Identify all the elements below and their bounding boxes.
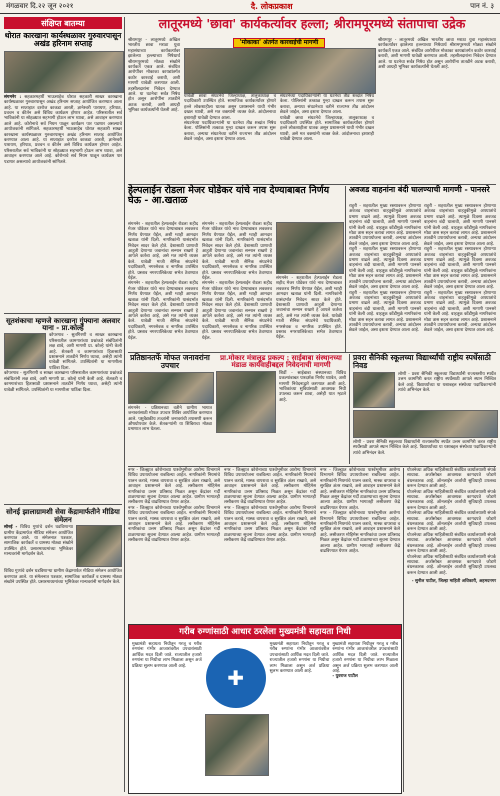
students-story: प्रवरा सैनिकी स्कूलच्या विद्यार्थ्यांची राष्ट्रीय स्पर्धेसाठी निवड लोणी - प्रवरा सैनिकी स्कूलच्या विद्यार्थ्यांनी राज्यस्तरीय स्पर्धेत उत्तम कामगिरी करत राष्ट्रीय स्पर्धेसाठी आपले स्थान निश्चित केले आहे. विद्यार्थ्यांच्या या यशाबद्दल संस्थेच्या पदाधिकाऱ्यांनी त्यांचे अभिनंदन केले. लोणी - प्रवरा सैनिकी स्कूलच्या विद्यार्थ्यांनी राज्यस्तरीय स्पर्धेत उत्तम कामगिरी करत राष्ट्रीय स्पर्धेसाठी आपले स्थान निश्चित केले आहे. विद्यार्थ्यांच्या या यशाबद्दल संस्थेच्या पदाधिकाऱ्यांनी त्यांचे अभिनंदन केले. [353, 353, 496, 456]
lead-photo-area [184, 38, 374, 86]
bottom-col2: नगर - जिल्ह्यात कोरोनाच्या पार्श्वभूमीवर आरोग्य विभागाने विविध उपाययोजना राबविल्या आहेत. नागरिकांनी नियमांचे पालन करावे, मास्क वापरावा व सुरक्षित अंतर राखावे, असे आवाहन प्रशासनाने केले आहे. लसीकरण मोहिमेस नागरिकांचा उत्तम प्रतिसाद मिळत असून केंद्रांवर गर्दी टाळण्याच्या सूचना देण्यात आल्या आहेत. ग्रामीण भागातही लसीकरण केंद्रे वाढविण्यात येणार आहेत. नगर - जिल्ह्यात कोरोनाच्या पार्श्वभूमीवर आरोग्य विभागाने विविध उपाययोजना राबविल्या आहेत. नागरिकांनी नियमांचे पालन करावे, मास्क वापरावा व सुरक्षित अंतर राखावे, असे आवाहन प्रशासनाने केले आहे. लसीकरण मोहिमेस नागरिकांचा उत्तम प्रतिसाद मिळत असून केंद्रांवर गर्दी टाळण्याच्या सूचना देण्यात आल्या आहेत. ग्रामीण भागातही लसीकरण केंद्रे वाढविण्यात येणार आहेत. [224, 468, 316, 544]
pratishthan-story: प्रतिष्ठानतर्फे मोफत जनावरांना उपचार संगमनेर - प्रतिष्ठानच्या वतीने ग्रामीण भागात जनावरांसाठी मोफत उपचार शिबिर आयोजित करण्यात आले. पशुवैद्यकीय तज्ज्ञांनी जनावरांची तपासणी करून औषधोपचार केले. शेतकऱ्यांनी या शिबिराचा मोठ्या प्रमाणात लाभ घेतला. [128, 353, 212, 433]
lead-col1: श्रीरामपूर - लातूरमध्ये अखिल भारतीय छावा मराठा युवा महासंघाच्या कार्यकर्त्यावर झालेल्या हल्ल्याच्या निषेधार्थ श्रीरामपूरमध्ये मोठ्या संख्येने कार्यकर्ते एकत्र आले. संबंधित आरोपींवर मोकाका कायद्यांतर्गत कठोर कारवाई करावी, अशी मागणी यावेळी करण्यात आली. तहसीलदारांना निवेदन देण्यात आले. या घटनेचा सर्वत्र निषेध होत असून आरोपींना तातडीने अटक करावी, अशी आग्रही भूमिका कार्यकर्त्यांनी घेतली आहे. [128, 38, 180, 114]
bottom-col1: नगर - जिल्ह्यात कोरोनाच्या पार्श्वभूमीवर आरोग्य विभागाने विविध उपाययोजना राबविल्या आहेत. नागरिकांनी नियमांचे पालन करावे, मास्क वापरावा व सुरक्षित अंतर राखावे, असे आवाहन प्रशासनाने केले आहे. लसीकरण मोहिमेस नागरिकांचा उत्तम प्रतिसाद मिळत असून केंद्रांवर गर्दी टाळण्याच्या सूचना देण्यात आल्या आहेत. ग्रामीण भागातही लसीकरण केंद्रे वाढविण्यात येणार आहेत. नगर - जिल्ह्यात कोरोनाच्या पार्श्वभूमीवर आरोग्य विभागाने विविध उपाययोजना राबविल्या आहेत. नागरिकांनी नियमांचे पालन करावे, मास्क वापरावा व सुरक्षित अंतर राखावे, असे आवाहन प्रशासनाने केले आहे. लसीकरण मोहिमेस नागरिकांचा उत्तम प्रतिसाद मिळत असून केंद्रांवर गर्दी टाळण्याच्या सूचना देण्यात आल्या आहेत. ग्रामीण भागातही लसीकरण केंद्रे वाढविण्यात येणार आहेत. [128, 468, 220, 544]
cm-relief-fund-ad: गरीब रुग्णांसाठी आधार ठरलेला मुख्यमंत्री सहायता निधी मुख्यमंत्री सहायता निधीतून गरजू व गरीब रुग्णांना गंभीर आजारांवरील उपचारांसाठी आर्थिक मदत दिली जाते. राज्यातील हजारो रुग्णांना या निधीचा लाभ मिळाला असून अर्ज प्रक्रिया सुलभ करण्यात आली आहे. ✚ मुख्यमंत्री सहायता निधीतून गरजू व गरीब रुग्णांना गंभीर आजारांवरील उपचारांसाठी आर्थिक मदत दिली जाते. राज्यातील हजारो रुग्णांना या निधीचा लाभ मिळाला असून अर्ज प्रक्रिया सुलभ करण्यात आली आहे. मुख्यमंत्री सहायता निधीतून गरजू व गरीब रुग्णांना गंभीर आजारांवरील उपचारांसाठी आर्थिक मदत दिली जाते. राज्यातील हजारो रुग्णांना या निधीचा लाभ मिळाला असून अर्ज प्रक्रिया सुलभ करण्यात आली आहे. - युवराज पाटील [128, 624, 402, 794]
helmet-photo [276, 222, 344, 274]
brief-1-body: संगमनेर : सहकारमहर्षी भाऊसाहेब थोरात सहकारी साखर कारखाना कार्यस्थळावर गुरुवारपासून अखंड हरिनाम सप्ताह आयोजित करण्यात आला आहे. या सप्ताहात दररोज काकडा आरती, ज्ञानेश्वरी पारायण, हरिपाठ, प्रवचन व कीर्तन असे विविध कार्यक्रम होणार आहेत. परिसरातील सर्व भाविकांनी या सोहळ्यात सहभागी होऊन लाभ घ्यावा, असे आवाहन करण्यात आले आहे. कोरोनाचे सर्व नियम पाळून कार्यक्रम पार पडणार असल्याचे आयोजकांनी सांगितले. सहकारमहर्षी भाऊसाहेब थोरात सहकारी साखर कारखाना कार्यस्थळावर गुरुवारपासून अखंड हरिनाम सप्ताह आयोजित करण्यात आला आहे. या सप्ताहात दररोज काकडा आरती, ज्ञानेश्वरी पारायण, हरिपाठ, प्रवचन व कीर्तन असे विविध कार्यक्रम होणार आहेत. परिसरातील सर्व भाविकांनी या सोहळ्यात सहभागी होऊन लाभ घ्यावा, असे आवाहन करण्यात आले आहे. कोरोनाचे सर्व नियम पाळून कार्यक्रम पार पडणार असल्याचे आयोजकांनी सांगितले. [4, 94, 122, 165]
brief-3-body: विविध गुणांचे दर्शन घडविणाऱ्या ग्रामीण केंद्रामार्फत मीडिया संमेलन आयोजित करण्यात आले. या संमेलनात पत्रकार, सामाजिक कार्यकर्ते व ग्रामस्थ मोठ्या संख्येने उपस्थित होते. प्रसारमाध्यमांच्या भूमिकेवर मान्यवरांनी मार्गदर्शन केले. [4, 569, 122, 585]
students-photo-2 [353, 410, 498, 438]
mokat-story: प्रा.मोकार मंत्रालूढ प्रकल्प : साईबाबा संस्थानच्या मंडाळ कार्यवाहीबद्दल निवेदनाची मागणी शिर्डी - साईबाबा संस्थानच्या विविध प्रकल्पांबाबत पारदर्शक निर्णय घ्यावेत, अशी मागणी निवेदनाद्वारे करण्यात आली आहे. भाविकांच्या सुविधांसाठी आवश्यक निधी उपलब्ध करून द्यावा, असेही यात म्हटले आहे. [216, 354, 346, 464]
avajad-col2: राहुरी - शहरातील मुख्य रस्त्यावरून होणाऱ्या अवजड वाहनांच्या वाहतुकीमुळे अपघातांचे प्रमाण वाढले आहे. त्यामुळे दिवसा अवजड वाहनांना बंदी घालावी, अशी मागणी पानसरे यांनी केली आहे. वाहतूक कोंडीमुळे नागरिकांना मोठा त्रास सहन करावा लागत आहे. प्रशासनाने तातडीने उपाययोजना करावी, अन्यथा आंदोलन छेडले जाईल, असा इशारा देण्यात आला आहे. राहुरी - शहरातील मुख्य रस्त्यावरून होणाऱ्या अवजड वाहनांच्या वाहतुकीमुळे अपघातांचे प्रमाण वाढले आहे. त्यामुळे दिवसा अवजड वाहनांना बंदी घालावी, अशी मागणी पानसरे यांनी केली आहे. वाहतूक कोंडीमुळे नागरिकांना मोठा त्रास सहन करावा लागत आहे. प्रशासनाने तातडीने उपाययोजना करावी, अन्यथा आंदोलन छेडले जाईल, असा इशारा देण्यात आला आहे. राहुरी - शहरातील मुख्य रस्त्यावरून होणाऱ्या अवजड वाहनांच्या वाहतुकीमुळे अपघातांचे प्रमाण वाढले आहे. त्यामुळे दिवसा अवजड वाहनांना बंदी घालावी, अशी मागणी पानसरे यांनी केली आहे. वाहतूक कोंडीमुळे नागरिकांना मोठा त्रास सहन करावा लागत आहे. प्रशासनाने तातडीने उपाययोजना करावी, अन्यथा आंदोलन छेडले जाईल, असा इशारा देण्यात आला आहे. [424, 204, 496, 334]
avajad-headline: अवजड वाहनांना बंदी घालण्याची मागणी - पानसरे [349, 185, 490, 194]
cm-relief-fund-logo: ✚ [206, 648, 266, 708]
bottom-col3: नगर - जिल्ह्यात कोरोनाच्या पार्श्वभूमीवर आरोग्य विभागाने विविध उपाययोजना राबविल्या आहेत. नागरिकांनी नियमांचे पालन करावे, मास्क वापरावा व सुरक्षित अंतर राखावे, असे आवाहन प्रशासनाने केले आहे. लसीकरण मोहिमेस नागरिकांचा उत्तम प्रतिसाद मिळत असून केंद्रांवर गर्दी टाळण्याच्या सूचना देण्यात आल्या आहेत. ग्रामीण भागातही लसीकरण केंद्रे वाढविण्यात येणार आहेत. नगर - जिल्ह्यात कोरोनाच्या पार्श्वभूमीवर आरोग्य विभागाने विविध उपाययोजना राबविल्या आहेत. नागरिकांनी नियमांचे पालन करावे, मास्क वापरावा व सुरक्षित अंतर राखावे, असे आवाहन प्रशासनाने केले आहे. लसीकरण मोहिमेस नागरिकांचा उत्तम प्रतिसाद मिळत असून केंद्रांवर गर्दी टाळण्याच्या सूचना देण्यात आल्या आहेत. ग्रामीण भागातही लसीकरण केंद्रे वाढविण्यात येणार आहेत. [320, 468, 400, 555]
brief-2-body: कोपरगाव - सुतगिरणी व साखर कारखाना परिसरातील कामगारांच्या प्रश्नांकडे संबंधितांनी लक्ष द्यावे, अशी मागणी प्रा. कोल्हे यांनी केली आहे. शेतकरी व कामगारांच्या हितासाठी प्रशासनाने तातडीने निर्णय घ्यावा, असेही त्यांनी यावेळी सांगितले. उपस्थितांनी या मागणीला पाठिंबा दिला. [4, 371, 122, 393]
mokat-photo [216, 371, 276, 433]
masthead: दै. लोकप्रकाश [250, 1, 293, 11]
page-header [0, 0, 500, 14]
students-headline: प्रवरा सैनिकी स्कूलच्या विद्यार्थ्यांची राष्ट्रीय स्पर्धेसाठी निवड [353, 353, 491, 370]
ad-col4: मुख्यमंत्री सहायता निधीतून गरजू व गरीब रुग्णांना गंभीर आजारांवरील उपचारांसाठी आर्थिक मदत दिली जाते. राज्यातील हजारो रुग्णांना या निधीचा लाभ मिळाला असून अर्ज प्रक्रिया सुलभ करण्यात आली आहे. - युवराज पाटील [332, 642, 398, 680]
mokat-headline: प्रा.मोकार मंत्रालूढ प्रकल्प : साईबाबा संस्थानच्या मंडाळ कार्यवाहीबद्दल निवेदनाची मागणी [220, 353, 342, 370]
helmet-col1: संगमनेर - शहरातील हेल्पलाईन रोडला शहीद मेजर घोडेकर यांचे नाव देण्याबाबत लवकरच निर्णय घेण्यात येईल, अशी ग्वाही आमदार खताळ यांनी दिली. नागरिकांनी यासंदर्भात निवेदन सादर केले होते. देशासाठी प्राणाची आहुती देणाऱ्या जवानांचा सन्मान राखणे हे आपले कर्तव्य आहे, असे मत त्यांनी व्यक्त केले. यावेळी माजी सैनिक संघटनेचे पदाधिकारी, नगरसेवक व नागरिक उपस्थित होते. प्रस्ताव नगरपालिकेच्या सभेत ठेवण्यात येईल. संगमनेर - शहरातील हेल्पलाईन रोडला शहीद मेजर घोडेकर यांचे नाव देण्याबाबत लवकरच निर्णय घेण्यात येईल, अशी ग्वाही आमदार खताळ यांनी दिली. नागरिकांनी यासंदर्भात निवेदन सादर केले होते. देशासाठी प्राणाची आहुती देणाऱ्या जवानांचा सन्मान राखणे हे आपले कर्तव्य आहे, असे मत त्यांनी व्यक्त केले. यावेळी माजी सैनिक संघटनेचे पदाधिकारी, नगरसेवक व नागरिक उपस्थित होते. प्रस्ताव नगरपालिकेच्या सभेत ठेवण्यात येईल. [128, 222, 198, 341]
brief-3-headline: सोनई झालाग्रामशी सेवा केंद्रामार्फतीने मीडिया संमेलन [6, 507, 120, 524]
ad-author: - युवराज पाटील [332, 674, 358, 680]
lead-col4: श्रीरामपूर - लातूरमध्ये अखिल भारतीय छावा मराठा युवा महासंघाच्या कार्यकर्त्यावर झालेल्या हल्ल्याच्या निषेधार्थ श्रीरामपूरमध्ये मोठ्या संख्येने कार्यकर्ते एकत्र आले. संबंधित आरोपींवर मोकाका कायद्यांतर्गत कठोर कारवाई करावी, अशी मागणी यावेळी करण्यात आली. तहसीलदारांना निवेदन देण्यात आले. या घटनेचा सर्वत्र निषेध होत असून आरोपींना तातडीने अटक करावी, अशी आग्रही भूमिका कार्यकर्त्यांनी घेतली आहे. [378, 38, 496, 71]
brief-3-photo [76, 525, 122, 567]
lead-headline: लातूरमध्ये 'छावा' कार्यकर्त्यावर हल्ला; श्रीरामपूरमध्ये संतापाचा उद्रेक [158, 16, 466, 31]
issue-date: मंगळवार दि.२२ जून २०२१ [6, 2, 74, 10]
brief-1-headline: थोरात कारखाना कार्यस्थळावर गुरुवारपासून अखंड हरिनाम सप्ताह [4, 31, 122, 48]
lead-photo [184, 48, 376, 94]
right-bottom-author: - सुनील पाटील, जिल्हा माहिती अधिकारी, अहमदनगर [411, 579, 496, 585]
lead-col3: संघटनेच्या पदाधिकाऱ्यांनी या घटनेचा तीव्र शब्दांत निषेध केला. पोलिसांनी तत्काळ गुन्हा दाखल करून तपास सुरू करावा, अन्यथा संघटनेच्या वतीने राज्यभर तीव्र आंदोलन छेडले जाईल, असा इशारा देण्यात आला. यावेळी छावा संघटनेचे जिल्हाध्यक्ष, तालुकाध्यक्ष व पदाधिकारी उपस्थित होते. सामाजिक कार्यकर्त्यांवर होणारे हल्ले लोकशाहीला घातक असून प्रशासनाने याची गंभीर दखल घ्यावी, असे मत वक्त्यांनी व्यक्त केले. आंदोलनाचा इशाराही यावेळी देण्यात आला. [280, 94, 374, 143]
helmet-col3: संगमनेर - शहरातील हेल्पलाईन रोडला शहीद मेजर घोडेकर यांचे नाव देण्याबाबत लवकरच निर्णय घेण्यात येईल, अशी ग्वाही आमदार खताळ यांनी दिली. नागरिकांनी यासंदर्भात निवेदन सादर केले होते. देशासाठी प्राणाची आहुती देणाऱ्या जवानांचा सन्मान राखणे हे आपले कर्तव्य आहे, असे मत त्यांनी व्यक्त केले. यावेळी माजी सैनिक संघटनेचे पदाधिकारी, नगरसेवक व नागरिक उपस्थित होते. प्रस्ताव नगरपालिकेच्या सभेत ठेवण्यात येईल. [276, 222, 342, 350]
helmet-headline-wrap [128, 186, 342, 222]
brief-2-headline: सूतशंकाचा म्हणजे कारखाना गुंफ्याना अलवार याना - प्रा.कोल्हे [6, 315, 120, 333]
brief-2-photo [4, 333, 46, 369]
pratishthan-headline: प्रतिष्ठानतर्फे मोफत जनावरांना उपचार [130, 353, 210, 370]
ad-photo [205, 714, 269, 776]
helmet-col2: संगमनेर - शहरातील हेल्पलाईन रोडला शहीद मेजर घोडेकर यांचे नाव देण्याबाबत लवकरच निर्णय घेण्यात येईल, अशी ग्वाही आमदार खताळ यांनी दिली. नागरिकांनी यासंदर्भात निवेदन सादर केले होते. देशासाठी प्राणाची आहुती देणाऱ्या जवानांचा सन्मान राखणे हे आपले कर्तव्य आहे, असे मत त्यांनी व्यक्त केले. यावेळी माजी सैनिक संघटनेचे पदाधिकारी, नगरसेवक व नागरिक उपस्थित होते. प्रस्ताव नगरपालिकेच्या सभेत ठेवण्यात येईल. संगमनेर - शहरातील हेल्पलाईन रोडला शहीद मेजर घोडेकर यांचे नाव देण्याबाबत लवकरच निर्णय घेण्यात येईल, अशी ग्वाही आमदार खताळ यांनी दिली. नागरिकांनी यासंदर्भात निवेदन सादर केले होते. देशासाठी प्राणाची आहुती देणाऱ्या जवानांचा सन्मान राखणे हे आपले कर्तव्य आहे, असे मत त्यांनी व्यक्त केले. यावेळी माजी सैनिक संघटनेचे पदाधिकारी, नगरसेवक व नागरिक उपस्थित होते. प्रस्ताव नगरपालिकेच्या सभेत ठेवण्यात येईल. [202, 222, 272, 341]
brief-1-photo [4, 51, 124, 93]
brief-2-intro: कोपरगाव - सुतगिरणी व साखर कारखाना परिसरातील कामगारांच्या प्रश्नांकडे संबंधितांनी लक्ष द्यावे, अशी मागणी प्रा. कोल्हे यांनी केली आहे. शेतकरी व कामगारांच्या हितासाठी प्रशासनाने तातडीने निर्णय घ्यावा, असेही त्यांनी यावेळी सांगितले. उपस्थितांनी या मागणीला पाठिंबा दिला. [49, 333, 122, 371]
lead-col2: यावेळी छावा संघटनेचे जिल्हाध्यक्ष, तालुकाध्यक्ष व पदाधिकारी उपस्थित होते. सामाजिक कार्यकर्त्यांवर होणारे हल्ले लोकशाहीला घातक असून प्रशासनाने याची गंभीर दखल घ्यावी, असे मत वक्त्यांनी व्यक्त केले. आंदोलनाचा इशाराही यावेळी देण्यात आला. संघटनेच्या पदाधिकाऱ्यांनी या घटनेचा तीव्र शब्दांत निषेध केला. पोलिसांनी तत्काळ गुन्हा दाखल करून तपास सुरू करावा, अन्यथा संघटनेच्या वतीने राज्यभर तीव्र आंदोलन छेडले जाईल, असा इशारा देण्यात आला. [184, 94, 276, 143]
avajad-col1: राहुरी - शहरातील मुख्य रस्त्यावरून होणाऱ्या अवजड वाहनांच्या वाहतुकीमुळे अपघातांचे प्रमाण वाढले आहे. त्यामुळे दिवसा अवजड वाहनांना बंदी घालावी, अशी मागणी पानसरे यांनी केली आहे. वाहतूक कोंडीमुळे नागरिकांना मोठा त्रास सहन करावा लागत आहे. प्रशासनाने तातडीने उपाययोजना करावी, अन्यथा आंदोलन छेडले जाईल, असा इशारा देण्यात आला आहे. राहुरी - शहरातील मुख्य रस्त्यावरून होणाऱ्या अवजड वाहनांच्या वाहतुकीमुळे अपघातांचे प्रमाण वाढले आहे. त्यामुळे दिवसा अवजड वाहनांना बंदी घालावी, अशी मागणी पानसरे यांनी केली आहे. वाहतूक कोंडीमुळे नागरिकांना मोठा त्रास सहन करावा लागत आहे. प्रशासनाने तातडीने उपाययोजना करावी, अन्यथा आंदोलन छेडले जाईल, असा इशारा देण्यात आला आहे. राहुरी - शहरातील मुख्य रस्त्यावरून होणाऱ्या अवजड वाहनांच्या वाहतुकीमुळे अपघातांचे प्रमाण वाढले आहे. त्यामुळे दिवसा अवजड वाहनांना बंदी घालावी, अशी मागणी पानसरे यांनी केली आहे. वाहतूक कोंडीमुळे नागरिकांना मोठा त्रास सहन करावा लागत आहे. प्रशासनाने तातडीने उपाययोजना करावी, अन्यथा आंदोलन छेडले जाईल, असा इशारा देण्यात आला आहे. [349, 204, 421, 334]
helmet-headline: हेल्पलाईन रोडला मेजर घोडेकर यांचे नाव देण्याबाबत निर्णय घेऊ - आ.खताळ [128, 185, 330, 206]
avajad-headline-wrap [349, 186, 496, 204]
brief-3-intro: सोनई - विविध गुणांचे दर्शन घडविणाऱ्या ग्रामीण केंद्रामार्फत मीडिया संमेलन आयोजित करण्यात आले. या संमेलनात पत्रकार, सामाजिक कार्यकर्ते व ग्रामस्थ मोठ्या संख्येने उपस्थित होते. प्रसारमाध्यमांच्या भूमिकेवर मान्यवरांनी मार्गदर्शन केले. [4, 525, 74, 558]
pratishthan-photo [128, 372, 214, 404]
lead-tag: 'मोकाका' अंतर्गत कारवाईची मागणी [233, 38, 325, 48]
right-bottom-column: योजनेच्या अधिक माहितीसाठी संबंधित कार्यालयाशी संपर्क साधावा. अर्जासोबत आवश्यक कागदपत्रे जोडणे बंधनकारक आहे. ऑनलाईन अर्जाची सुविधाही उपलब्ध करून देण्यात आली आहे. योजनेच्या अधिक माहितीसाठी संबंधित कार्यालयाशी संपर्क साधावा. अर्जासोबत आवश्यक कागदपत्रे जोडणे बंधनकारक आहे. ऑनलाईन अर्जाची सुविधाही उपलब्ध करून देण्यात आली आहे. योजनेच्या अधिक माहितीसाठी संबंधित कार्यालयाशी संपर्क साधावा. अर्जासोबत आवश्यक कागदपत्रे जोडणे बंधनकारक आहे. ऑनलाईन अर्जाची सुविधाही उपलब्ध करून देण्यात आली आहे. योजनेच्या अधिक माहितीसाठी संबंधित कार्यालयाशी संपर्क साधावा. अर्जासोबत आवश्यक कागदपत्रे जोडणे बंधनकारक आहे. ऑनलाईन अर्जाची सुविधाही उपलब्ध करून देण्यात आली आहे. योजनेच्या अधिक माहितीसाठी संबंधित कार्यालयाशी संपर्क साधावा. अर्जासोबत आवश्यक कागदपत्रे जोडणे बंधनकारक आहे. ऑनलाईन अर्जाची सुविधाही उपलब्ध करून देण्यात आली आहे. - सुनील पाटील, जिल्हा माहिती अधिकारी, अहमदनगर [407, 468, 496, 585]
page-number: पान नं. ३ [470, 2, 494, 10]
sidebar-briefs [4, 17, 122, 792]
ad-headline: गरीब रुग्णांसाठी आधार ठरलेला मुख्यमंत्री सहायता निधी [129, 625, 401, 639]
briefs-banner: संक्षिप्त बातम्या [4, 17, 122, 29]
students-photo-1 [353, 372, 395, 408]
